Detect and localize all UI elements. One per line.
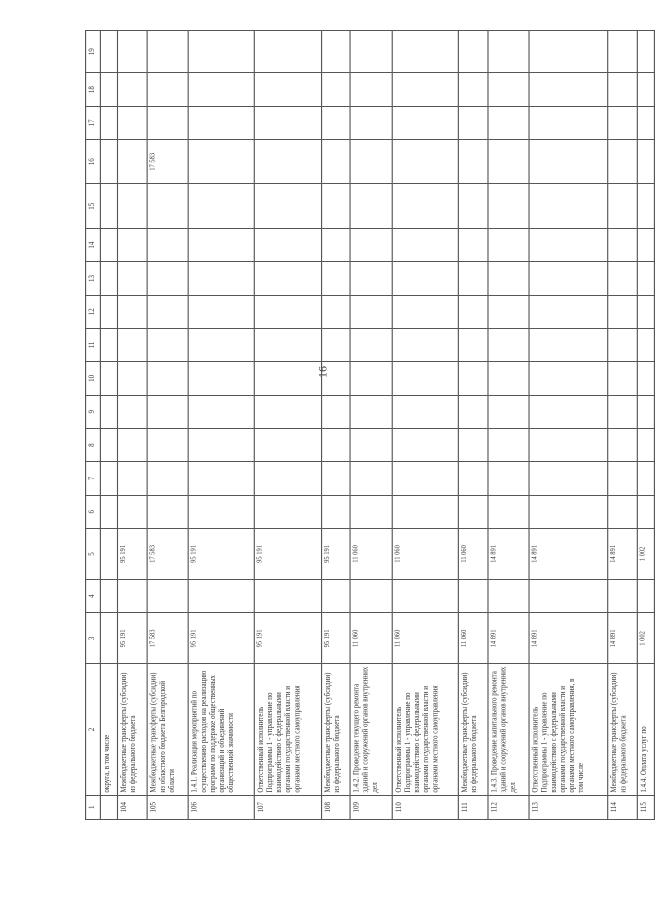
- cell-value: [529, 106, 608, 139]
- cell-value: [100, 528, 117, 579]
- cell-value: [350, 184, 392, 228]
- cell-value: [255, 106, 321, 139]
- cell-value: [147, 362, 189, 395]
- cell-value: [488, 362, 530, 395]
- cell-value: [100, 580, 117, 613]
- cell-value: [608, 31, 637, 73]
- row-name: Ответственный исполнитель Подпрограммы 1 - управление по взаимодействию с федеральными органами государственной власти и органами местного самоуправления: [392, 664, 458, 795]
- cell-value: [117, 228, 146, 261]
- cell-value: [321, 428, 350, 461]
- cell-value: [350, 262, 392, 295]
- table-row: [392, 31, 458, 820]
- cell-value: [488, 140, 530, 184]
- column-header-1: 1: [86, 795, 101, 819]
- cell-value: [117, 495, 146, 528]
- cell-value: [392, 462, 458, 495]
- cell-value: [608, 362, 637, 395]
- cell-value: [117, 580, 146, 613]
- row-name: 1.4.2. Проведение текущего ремонта зданий и сооружений органов внутренних дел: [350, 664, 392, 795]
- table-row: [188, 31, 254, 820]
- cell-value: [529, 140, 608, 184]
- cell-value: [529, 428, 608, 461]
- cell-value: [529, 295, 608, 328]
- cell-value: [255, 580, 321, 613]
- cell-value: [458, 328, 487, 361]
- cell-value: [458, 262, 487, 295]
- cell-value: [608, 295, 637, 328]
- cell-value: [458, 73, 487, 106]
- cell-value: [488, 580, 530, 613]
- row-number: 106: [188, 795, 254, 819]
- table-row: [117, 31, 146, 820]
- cell-value: [117, 362, 146, 395]
- row-number: 111: [458, 795, 487, 819]
- row-number: 113: [529, 795, 608, 819]
- cell-value: [488, 495, 530, 528]
- column-header-5: 5: [86, 528, 101, 579]
- table-body: [100, 31, 654, 820]
- cell-value: [100, 428, 117, 461]
- row-name: 1.4.1. Реализация мероприятий по осуществлению расходов на реализацию программ по поддержке общественных организаций и объединений общественной значимости: [188, 664, 254, 795]
- cell-value: [255, 462, 321, 495]
- column-header-12: 12: [86, 295, 101, 328]
- column-header-2: 2: [86, 664, 101, 795]
- cell-value: [458, 228, 487, 261]
- cell-value: [458, 495, 487, 528]
- cell-value: [117, 428, 146, 461]
- row-number: [100, 795, 117, 819]
- cell-value: [147, 580, 189, 613]
- cell-value: [321, 31, 350, 73]
- cell-value: [488, 31, 530, 73]
- cell-value: [188, 395, 254, 428]
- cell-value: [188, 184, 254, 228]
- column-header-8: 8: [86, 428, 101, 461]
- cell-value: [392, 262, 458, 295]
- cell-value: [392, 228, 458, 261]
- cell-value: [608, 228, 637, 261]
- cell-value: [488, 262, 530, 295]
- cell-value: [488, 184, 530, 228]
- cell-value: [188, 580, 254, 613]
- cell-value: [529, 462, 608, 495]
- row-number: 112: [488, 795, 530, 819]
- cell-value: 11 060: [392, 528, 458, 579]
- cell-value: [117, 328, 146, 361]
- cell-value: [147, 428, 189, 461]
- cell-value: [350, 31, 392, 73]
- row-number: 107: [255, 795, 321, 819]
- cell-value: [488, 462, 530, 495]
- cell-value: 95 191: [321, 613, 350, 664]
- cell-value: [392, 31, 458, 73]
- cell-value: [392, 495, 458, 528]
- row-name: 1.4.4. Оплата услуг по: [637, 664, 654, 795]
- cell-value: [100, 106, 117, 139]
- cell-value: [637, 262, 654, 295]
- cell-value: [117, 184, 146, 228]
- cell-value: [100, 184, 117, 228]
- cell-value: 11 060: [350, 528, 392, 579]
- cell-value: [321, 395, 350, 428]
- cell-value: [608, 428, 637, 461]
- cell-value: [117, 262, 146, 295]
- cell-value: [608, 495, 637, 528]
- cell-value: [637, 106, 654, 139]
- cell-value: [188, 428, 254, 461]
- cell-value: [458, 580, 487, 613]
- row-number: 115: [637, 795, 654, 819]
- cell-value: [147, 295, 189, 328]
- cell-value: [117, 462, 146, 495]
- cell-value: [147, 262, 189, 295]
- cell-value: [637, 73, 654, 106]
- cell-value: [637, 31, 654, 73]
- cell-value: [488, 73, 530, 106]
- column-header-7: 7: [86, 462, 101, 495]
- cell-value: 11 060: [458, 613, 487, 664]
- table-row: [350, 31, 392, 820]
- cell-value: [100, 73, 117, 106]
- cell-value: [350, 140, 392, 184]
- cell-value: [608, 140, 637, 184]
- cell-value: [529, 228, 608, 261]
- cell-value: [188, 295, 254, 328]
- cell-value: [100, 295, 117, 328]
- cell-value: [392, 580, 458, 613]
- cell-value: 95 191: [321, 528, 350, 579]
- cell-value: [255, 495, 321, 528]
- cell-value: [637, 228, 654, 261]
- cell-value: [255, 395, 321, 428]
- cell-value: [529, 184, 608, 228]
- column-header-16: 16: [86, 140, 101, 184]
- cell-value: [147, 462, 189, 495]
- row-number: 109: [350, 795, 392, 819]
- cell-value: 95 191: [117, 528, 146, 579]
- cell-value: [147, 228, 189, 261]
- cell-value: [608, 184, 637, 228]
- cell-value: [608, 328, 637, 361]
- cell-value: [255, 362, 321, 395]
- cell-value: [529, 73, 608, 106]
- cell-value: [188, 228, 254, 261]
- column-header-11: 11: [86, 328, 101, 361]
- cell-value: [255, 140, 321, 184]
- cell-value: [321, 495, 350, 528]
- cell-value: [488, 295, 530, 328]
- cell-value: [147, 395, 189, 428]
- cell-value: [188, 462, 254, 495]
- cell-value: [350, 362, 392, 395]
- cell-value: [188, 362, 254, 395]
- column-header-14: 14: [86, 228, 101, 261]
- cell-value: [147, 31, 189, 73]
- cell-value: [117, 31, 146, 73]
- cell-value: [458, 295, 487, 328]
- cell-value: 14 891: [608, 528, 637, 579]
- budget-table-rotated: [85, 30, 655, 820]
- row-number: 114: [608, 795, 637, 819]
- cell-value: [529, 495, 608, 528]
- table-row: [608, 31, 637, 820]
- column-number-header: [86, 31, 101, 820]
- row-number: 105: [147, 795, 189, 819]
- cell-value: [321, 580, 350, 613]
- cell-value: [458, 140, 487, 184]
- cell-value: [637, 140, 654, 184]
- row-name: Межбюджетные трансферты (субсидии) из федерального бюджета: [117, 664, 146, 795]
- cell-value: [392, 184, 458, 228]
- table-row: [147, 31, 189, 820]
- table-row: [529, 31, 608, 820]
- cell-value: [350, 495, 392, 528]
- column-header-13: 13: [86, 262, 101, 295]
- cell-value: [637, 362, 654, 395]
- cell-value: [321, 295, 350, 328]
- cell-value: 14 891: [488, 528, 530, 579]
- cell-value: [255, 262, 321, 295]
- cell-value: [117, 295, 146, 328]
- row-name: Межбюджетные трансферты (субсидии) из федерального бюджета: [608, 664, 637, 795]
- cell-value: 95 191: [255, 528, 321, 579]
- cell-value: [255, 328, 321, 361]
- cell-value: [321, 228, 350, 261]
- cell-value: [392, 395, 458, 428]
- column-header-17: 17: [86, 106, 101, 139]
- cell-value: [350, 428, 392, 461]
- cell-value: [392, 428, 458, 461]
- cell-value: [392, 362, 458, 395]
- cell-value: [350, 580, 392, 613]
- cell-value: [100, 395, 117, 428]
- cell-value: [488, 328, 530, 361]
- row-number: 104: [117, 795, 146, 819]
- cell-value: [637, 395, 654, 428]
- cell-value: [488, 228, 530, 261]
- cell-value: 1 002: [637, 613, 654, 664]
- cell-value: [458, 395, 487, 428]
- cell-value: 17 583: [147, 528, 189, 579]
- column-header-6: 6: [86, 495, 101, 528]
- cell-value: [350, 328, 392, 361]
- cell-value: [637, 462, 654, 495]
- column-header-15: 15: [86, 184, 101, 228]
- cell-value: [321, 262, 350, 295]
- cell-value: [637, 184, 654, 228]
- cell-value: [608, 73, 637, 106]
- table-row: [488, 31, 530, 820]
- cell-value: [608, 106, 637, 139]
- cell-value: [100, 462, 117, 495]
- cell-value: [529, 31, 608, 73]
- cell-value: [188, 73, 254, 106]
- cell-value: 95 191: [188, 528, 254, 579]
- table-row: [100, 31, 117, 820]
- column-header-18: 18: [86, 73, 101, 106]
- cell-value: [529, 328, 608, 361]
- cell-value: [392, 295, 458, 328]
- cell-value: [608, 262, 637, 295]
- cell-value: [392, 140, 458, 184]
- cell-value: [637, 580, 654, 613]
- cell-value: [637, 495, 654, 528]
- cell-value: [188, 106, 254, 139]
- cell-value: [529, 580, 608, 613]
- cell-value: [188, 328, 254, 361]
- page-number: 16: [315, 366, 330, 378]
- cell-value: [100, 228, 117, 261]
- cell-value: 14 891: [608, 613, 637, 664]
- cell-value: [350, 395, 392, 428]
- cell-value: [458, 106, 487, 139]
- cell-value: [488, 428, 530, 461]
- column-header-3: 3: [86, 613, 101, 664]
- cell-value: [458, 428, 487, 461]
- cell-value: [117, 73, 146, 106]
- cell-value: 11 060: [458, 528, 487, 579]
- cell-value: [147, 328, 189, 361]
- cell-value: [488, 395, 530, 428]
- row-number: 110: [392, 795, 458, 819]
- cell-value: 17 583: [147, 140, 189, 184]
- cell-value: [637, 428, 654, 461]
- cell-value: [350, 73, 392, 106]
- cell-value: 95 191: [188, 613, 254, 664]
- cell-value: [321, 462, 350, 495]
- cell-value: [488, 106, 530, 139]
- row-name: округа, в том числе: [100, 664, 117, 795]
- cell-value: [117, 140, 146, 184]
- cell-value: [188, 262, 254, 295]
- cell-value: [188, 31, 254, 73]
- row-name: Межбюджетные трансферты (субсидии) из областного бюджета Белгородской области: [147, 664, 189, 795]
- cell-value: [321, 140, 350, 184]
- cell-value: [255, 228, 321, 261]
- cell-value: [100, 262, 117, 295]
- cell-value: [117, 106, 146, 139]
- cell-value: [100, 495, 117, 528]
- cell-value: [350, 462, 392, 495]
- cell-value: 14 891: [529, 613, 608, 664]
- cell-value: [117, 395, 146, 428]
- table-row: [637, 31, 654, 820]
- cell-value: 11 060: [392, 613, 458, 664]
- cell-value: 14 891: [529, 528, 608, 579]
- cell-value: [100, 31, 117, 73]
- cell-value: [188, 140, 254, 184]
- cell-value: [100, 613, 117, 664]
- cell-value: [321, 328, 350, 361]
- cell-value: [188, 495, 254, 528]
- cell-value: [255, 31, 321, 73]
- row-name: Межбюджетные трансферты (субсидии) из федерального бюджета: [458, 664, 487, 795]
- cell-value: [321, 106, 350, 139]
- column-header-10: 10: [86, 362, 101, 395]
- budget-table: [85, 30, 655, 820]
- cell-value: [458, 31, 487, 73]
- cell-value: [147, 184, 189, 228]
- cell-value: [321, 362, 350, 395]
- cell-value: [350, 295, 392, 328]
- cell-value: [321, 73, 350, 106]
- cell-value: [147, 495, 189, 528]
- cell-value: [529, 262, 608, 295]
- cell-value: [529, 362, 608, 395]
- cell-value: [458, 362, 487, 395]
- cell-value: [392, 73, 458, 106]
- cell-value: [100, 328, 117, 361]
- cell-value: [350, 228, 392, 261]
- cell-value: [147, 106, 189, 139]
- table-row: [321, 31, 350, 820]
- cell-value: [529, 395, 608, 428]
- row-number: 108: [321, 795, 350, 819]
- cell-value: [608, 462, 637, 495]
- cell-value: [255, 295, 321, 328]
- cell-value: [255, 73, 321, 106]
- cell-value: [100, 140, 117, 184]
- column-header-9: 9: [86, 395, 101, 428]
- row-name: Ответственный исполнитель Подпрограммы 1 - управление по взаимодействию с федеральными органами государственной власти и органами местного самоуправления, в том числе: [529, 664, 608, 795]
- cell-value: [255, 184, 321, 228]
- table-row: [255, 31, 321, 820]
- cell-value: 1 002: [637, 528, 654, 579]
- row-name: Межбюджетные трансферты (субсидии) из федерального бюджета: [321, 664, 350, 795]
- row-name: Ответственный исполнитель Подпрограммы 1 - управление по взаимодействию с федеральными органами государственной власти и органами местного самоуправления: [255, 664, 321, 795]
- cell-value: 95 191: [117, 613, 146, 664]
- cell-value: 17 583: [147, 613, 189, 664]
- cell-value: [255, 428, 321, 461]
- cell-value: [392, 328, 458, 361]
- cell-value: [392, 106, 458, 139]
- cell-value: [147, 73, 189, 106]
- cell-value: [637, 328, 654, 361]
- cell-value: [458, 462, 487, 495]
- cell-value: [608, 395, 637, 428]
- cell-value: 11 060: [350, 613, 392, 664]
- cell-value: [637, 295, 654, 328]
- cell-value: [321, 184, 350, 228]
- cell-value: [350, 106, 392, 139]
- table-row: [458, 31, 487, 820]
- cell-value: 14 891: [488, 613, 530, 664]
- column-header-4: 4: [86, 580, 101, 613]
- cell-value: [458, 184, 487, 228]
- cell-value: [100, 362, 117, 395]
- column-header-19: 19: [86, 31, 101, 73]
- cell-value: 95 191: [255, 613, 321, 664]
- cell-value: [608, 580, 637, 613]
- row-name: 1.4.3. Проведение капитального ремонта зданий и сооружений органов внутренних дел: [488, 664, 530, 795]
